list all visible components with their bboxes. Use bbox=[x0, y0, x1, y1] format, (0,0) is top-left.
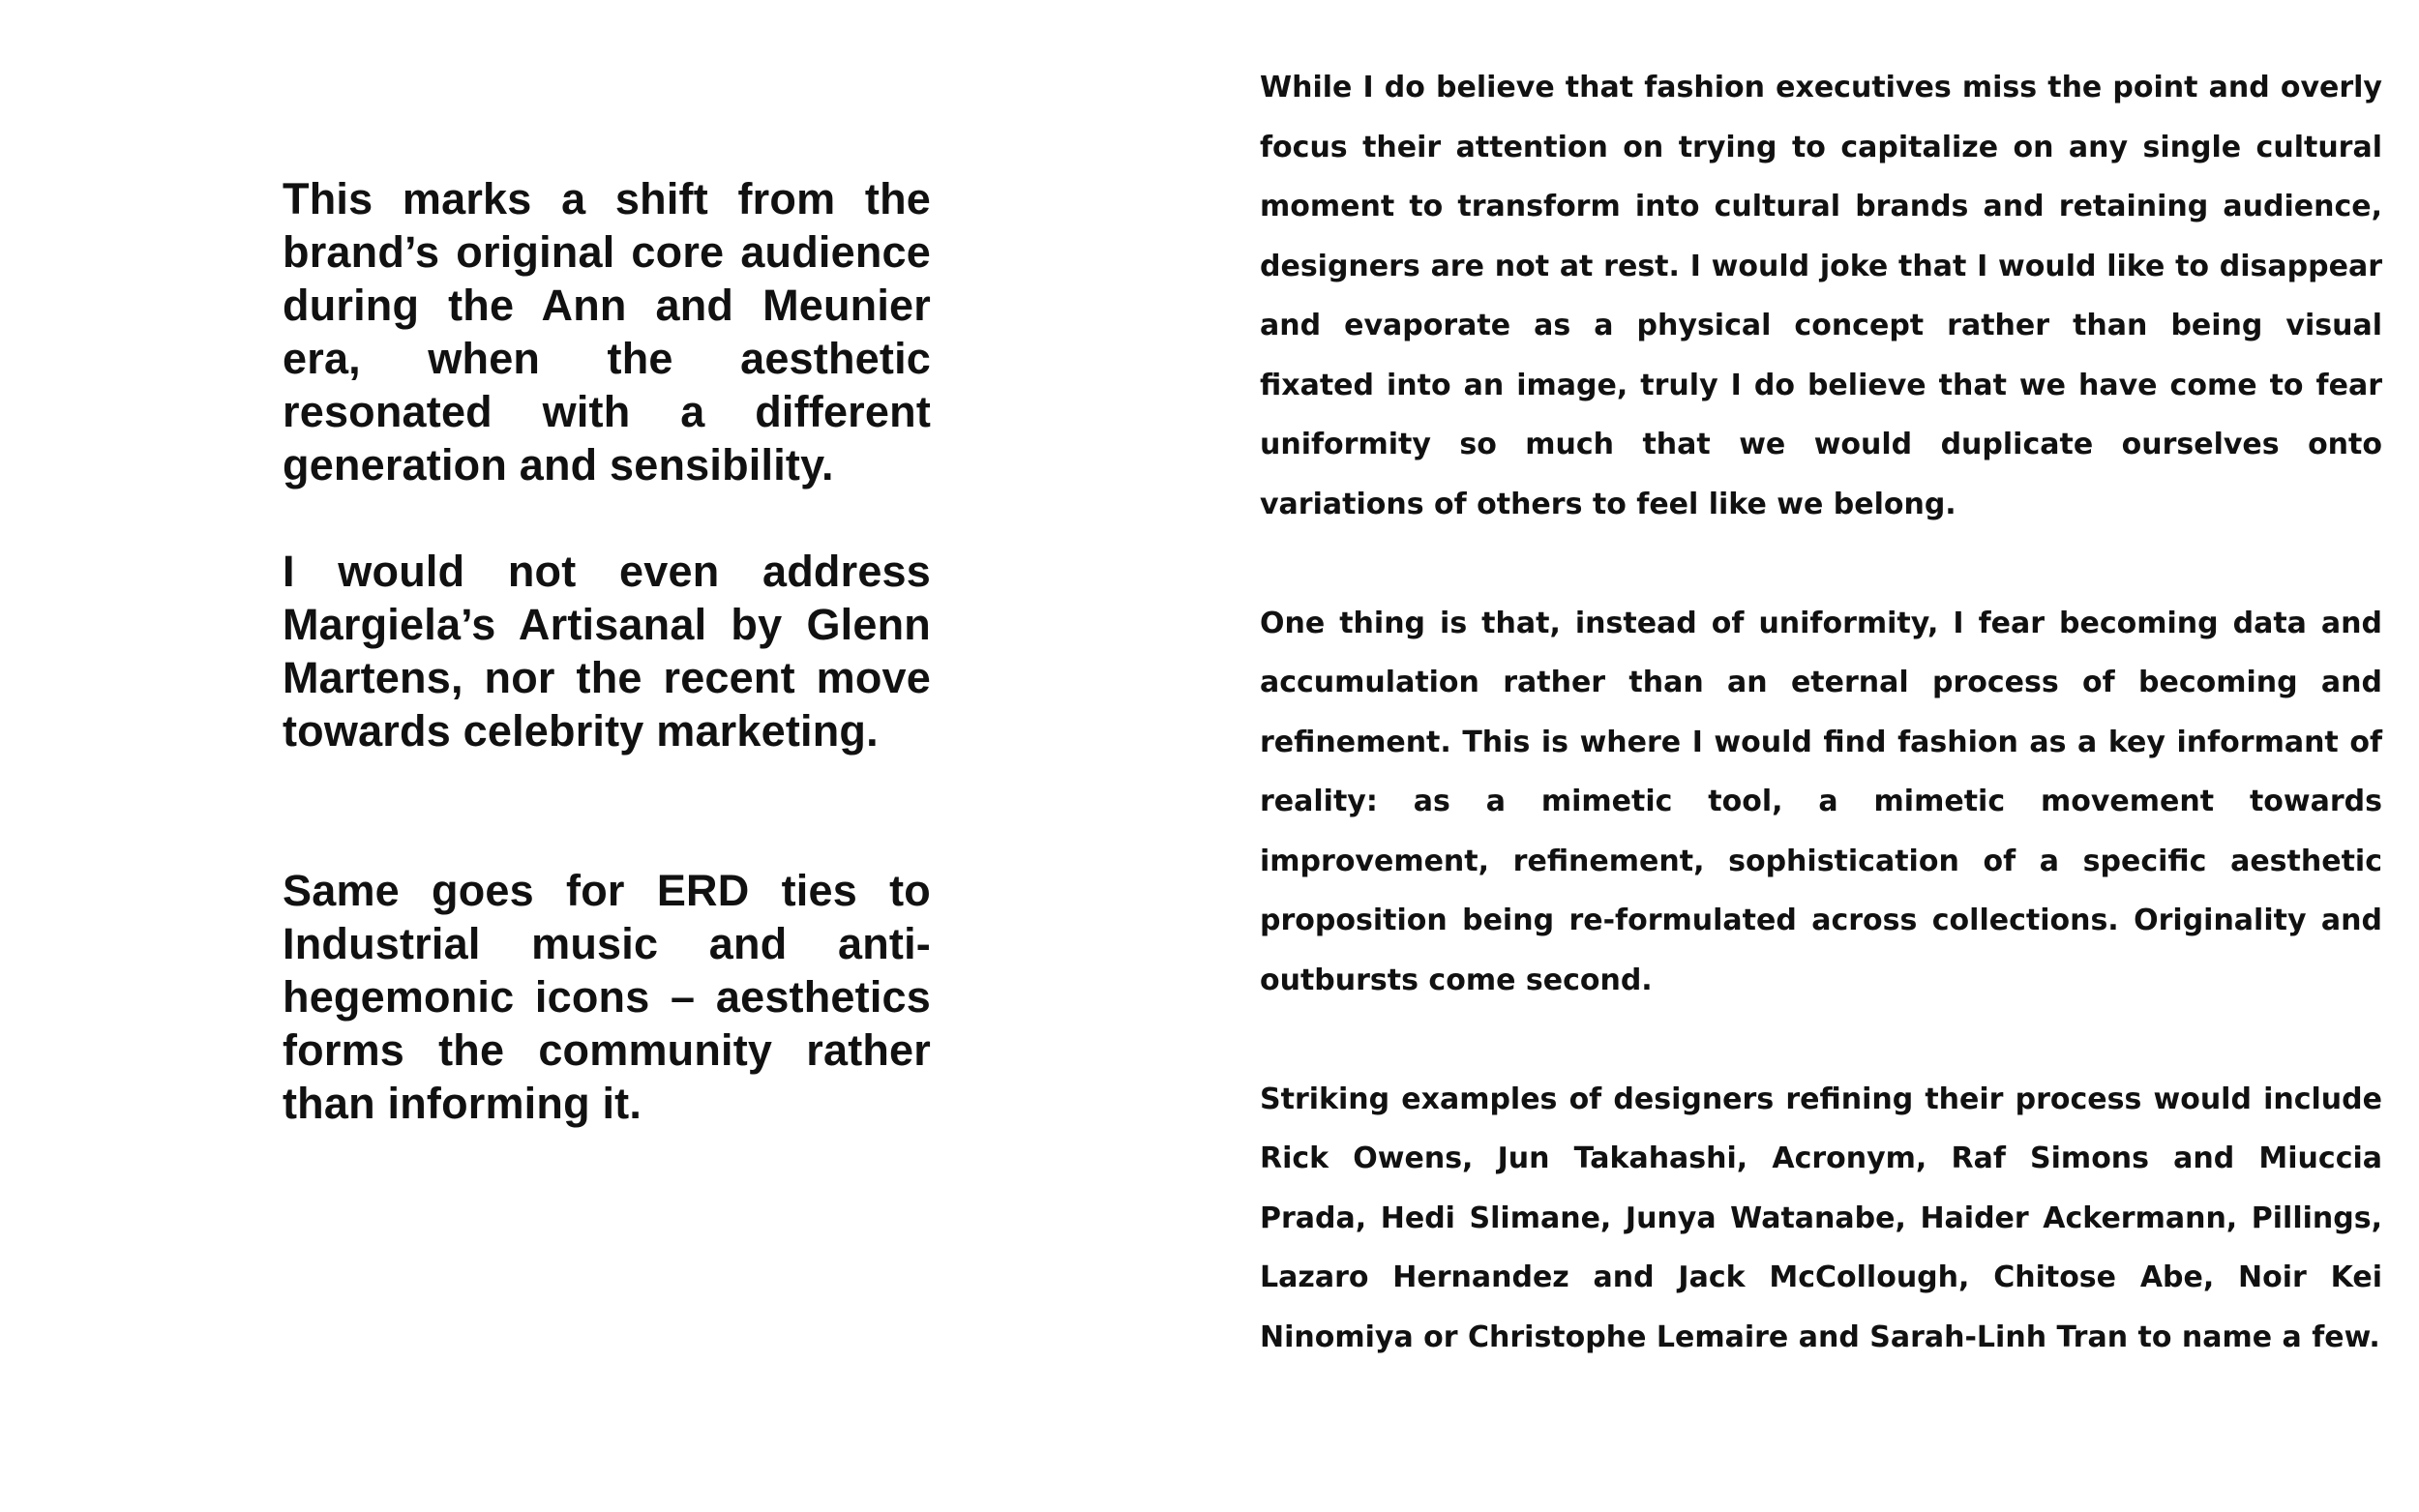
right-paragraph-3: Striking examples of designers refining their process would include Rick Owens, Jun Takahashi, Acronym, Raf Simons and Miuccia Prada, Hedi Slimane, Junya Watanabe, Haider Ackermann, Pillings, Lazaro Hernandez and Jack McCollough, Chitose Abe, Noir Kei Ninomiya or Christophe Lemaire and Sarah-Linh Tran to name a few. bbox=[1260, 1082, 2382, 1354]
left-paragraph-3: Same goes for ERD ties to Industrial music and anti-hegemonic icons – aesthetics forms the community rather than informing it. bbox=[283, 866, 931, 1128]
right-paragraph-2: One thing is that, instead of uniformity, I fear becoming data and accumulation rather than an eternal process of becoming and refinement. This is where I would find fashion as a key informant of reality: as a mimetic tool, a mimetic movement towards improvement, refinement, sophistication of a specific aesthetic proposition being re-formulated across collections. Originality and outbursts come second. bbox=[1260, 606, 2382, 997]
right-text-column bbox=[1260, 58, 2382, 1367]
left-paragraph-1: This marks a shift from the brand’s original core audience during the Ann and Meunier era, when the aesthetic resonated with a different generation and sensibility. bbox=[283, 174, 931, 489]
left-paragraph-2: I would not even address Margiela’s Artisanal by Glenn Martens, nor the recent move towards celebrity marketing. bbox=[283, 547, 931, 756]
left-text-column bbox=[283, 172, 931, 1130]
right-paragraph-1: While I do believe that fashion executives miss the point and overly focus their attention on trying to capitalize on any single cultural moment to transform into cultural brands and retaining audience, designers are not at rest. I would joke that I would like to disappear and evaporate as a physical concept rather than being visual fixated into an image, truly I do believe that we have come to fear uniformity so much that we would duplicate ourselves onto variations of others to feel like we belong. bbox=[1260, 71, 2382, 521]
